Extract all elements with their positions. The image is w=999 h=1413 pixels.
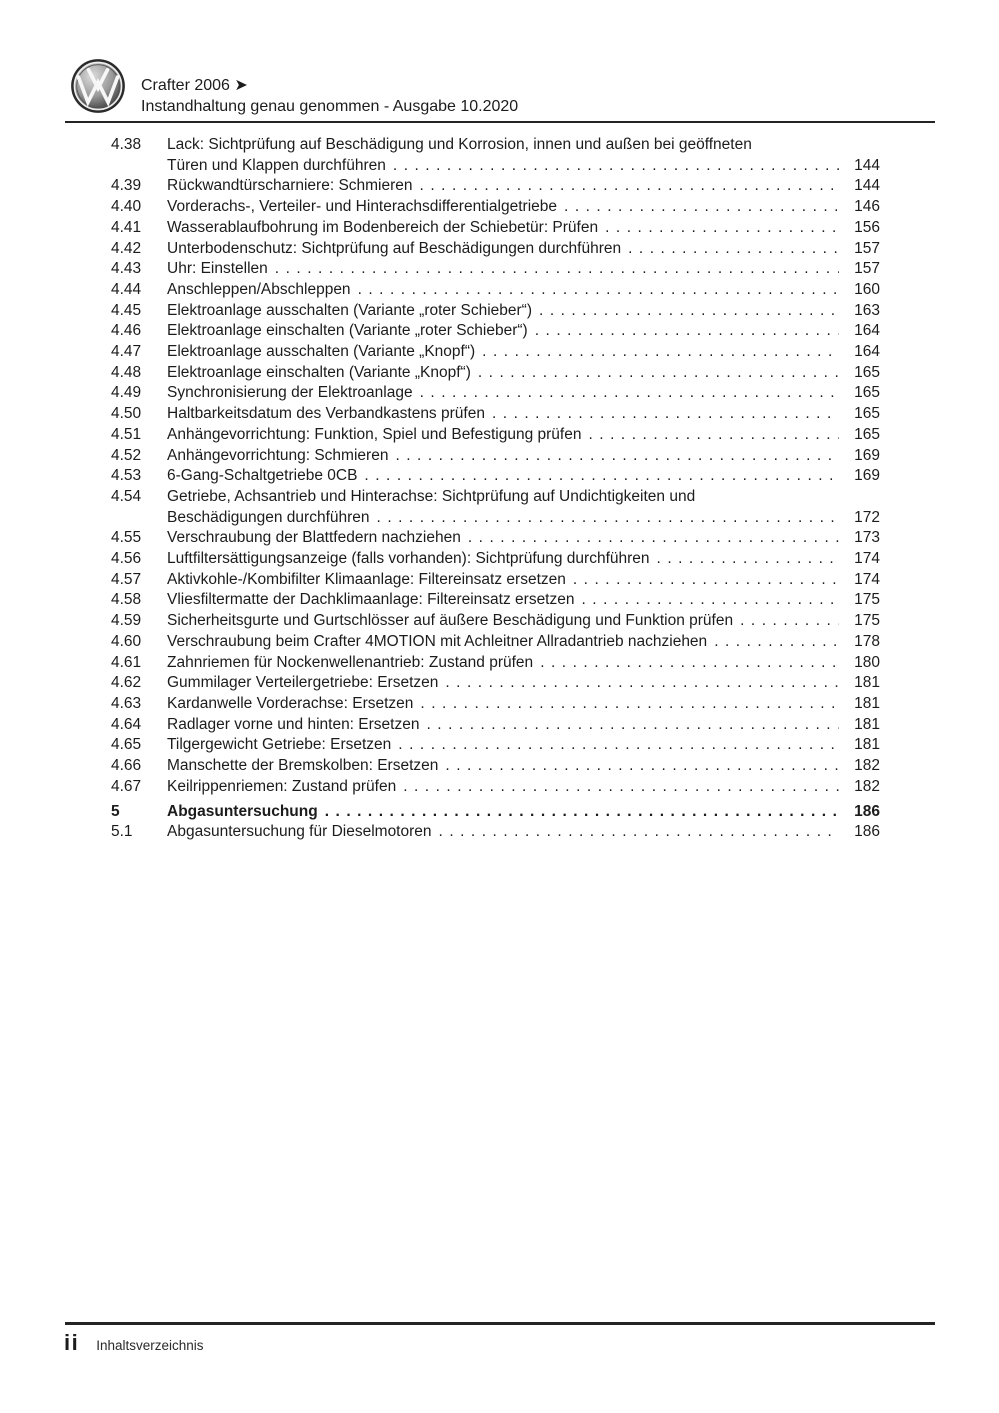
toc-entry-title: Luftfiltersättigungsanzeige (falls vorhanden): Sichtprüfung durchführen: [167, 550, 650, 568]
toc-entry-title: Radlager vorne und hinten: Ersetzen: [167, 715, 420, 733]
toc-page-number: 186: [854, 802, 880, 820]
toc-entry-title: Beschädigungen durchführen: [167, 508, 370, 526]
toc-entry-title: Aktivkohle-/Kombifilter Klimaanlage: Filtereinsatz ersetzen: [167, 570, 566, 588]
toc-entry-title: Anhängevorrichtung: Funktion, Spiel und Befestigung prüfen: [167, 425, 582, 443]
toc-page-number: 156: [854, 218, 880, 236]
toc-page-number: 164: [854, 343, 880, 361]
dot-leader: [439, 822, 839, 843]
toc-row: [111, 239, 880, 260]
toc-entry-title: Türen und Klappen durchführen: [167, 156, 386, 174]
toc-row: [111, 590, 880, 611]
toc-row: [111, 135, 880, 156]
toc-section-number: 4.39: [111, 177, 142, 195]
page-footer: [64, 1330, 204, 1356]
dot-leader: [478, 363, 839, 384]
toc-entry-title: Elektroanlage einschalten (Variante „roter Schieber“): [167, 322, 528, 340]
toc-entry-title: Lack: Sichtprüfung auf Beschädigung und Korrosion, innen und außen bei geöffneten: [167, 136, 752, 153]
toc-row: [111, 611, 880, 632]
toc-page-number: 174: [854, 570, 880, 588]
toc-row: [111, 487, 880, 508]
dot-leader: [564, 197, 839, 218]
toc-row: [111, 508, 880, 529]
dot-leader: [393, 156, 839, 177]
toc-row: [111, 259, 880, 280]
toc-section-number: 5: [111, 802, 120, 820]
toc-row: [111, 342, 880, 363]
toc-row: [111, 735, 880, 756]
toc-row: [111, 570, 880, 591]
dot-leader: [275, 259, 839, 280]
toc-section-number: 4.51: [111, 425, 142, 443]
toc-entry-title: Unterbodenschutz: Sichtprüfung auf Beschädigungen durchführen: [167, 239, 622, 257]
toc-row: [111, 446, 880, 467]
toc-section-number: 4.46: [111, 322, 142, 340]
toc-row: [111, 528, 880, 549]
toc-entry-title: Haltbarkeitsdatum des Verbandkastens prüfen: [167, 405, 485, 423]
toc-row: [111, 321, 880, 342]
toc-row: [111, 280, 880, 301]
folio-page-number: ii: [64, 1330, 80, 1355]
dot-leader: [364, 466, 839, 487]
toc-row: [111, 466, 880, 487]
dot-leader: [482, 342, 839, 363]
toc-page-number: 165: [854, 384, 880, 402]
toc-section-number: 4.48: [111, 363, 142, 381]
toc-section-number: 5.1: [111, 823, 133, 841]
toc-page-number: 157: [854, 260, 880, 278]
dot-leader: [468, 528, 839, 549]
dot-leader: [358, 280, 839, 301]
dot-leader: [398, 735, 839, 756]
dot-leader: [588, 425, 839, 446]
toc-row: [111, 383, 880, 404]
toc-row: [111, 632, 880, 653]
toc-entry-title: Rückwandtürscharniere: Schmieren: [167, 177, 413, 195]
dot-leader: [714, 632, 839, 653]
toc-row: [111, 694, 880, 715]
toc-page-number: 181: [854, 715, 880, 733]
toc-entry-title: Anschleppen/Abschleppen: [167, 280, 351, 298]
toc-page-number: 165: [854, 405, 880, 423]
toc-entry-title: Abgasuntersuchung für Dieselmotoren: [167, 823, 432, 841]
dot-leader: [539, 301, 839, 322]
table-of-contents: [111, 135, 880, 843]
dot-leader: [540, 653, 839, 674]
toc-entry-title: Gummilager Verteilergetriebe: Ersetzen: [167, 674, 439, 692]
toc-entry-title: 6-Gang-Schaltgetriebe 0CB: [167, 467, 358, 485]
toc-page-number: 181: [854, 694, 880, 712]
toc-page-number: 144: [854, 177, 880, 195]
toc-section-number: 4.56: [111, 550, 142, 568]
toc-section-number: 4.50: [111, 405, 142, 423]
toc-row: [111, 425, 880, 446]
toc-page-number: 172: [854, 508, 880, 526]
toc-entry-title: Kardanwelle Vorderachse: Ersetzen: [167, 694, 414, 712]
toc-entry-title: Elektroanlage ausschalten (Variante „Knopf“): [167, 343, 476, 361]
toc-page-number: 182: [854, 757, 880, 775]
toc-row: [111, 715, 880, 736]
toc-section-number: 4.53: [111, 467, 142, 485]
toc-section-number: 4.63: [111, 694, 142, 712]
toc-page-number: 163: [854, 301, 880, 319]
toc-page-number: 165: [854, 363, 880, 381]
dot-leader: [377, 508, 839, 529]
toc-row: [111, 673, 880, 694]
toc-page-number: 186: [854, 823, 880, 841]
toc-section-number: 4.59: [111, 612, 142, 630]
toc-page-number: 175: [854, 591, 880, 609]
toc-section-number: 4.62: [111, 674, 142, 692]
toc-section-number: 4.45: [111, 301, 142, 319]
toc-row-section: [111, 802, 880, 823]
toc-entry-title: Abgasuntersuchung: [167, 802, 318, 820]
toc-entry-title: Tilgergewicht Getriebe: Ersetzen: [167, 736, 392, 754]
footer-divider: [65, 1322, 935, 1325]
vw-logo-icon: [70, 58, 126, 114]
toc-page-number: 160: [854, 280, 880, 298]
toc-section-number: 4.44: [111, 280, 142, 298]
toc-row: [111, 756, 880, 777]
page-header: [70, 58, 518, 117]
dot-leader: [657, 549, 839, 570]
dot-leader: [420, 383, 839, 404]
toc-section-number: 4.41: [111, 218, 142, 236]
toc-row: [111, 176, 880, 197]
toc-section-number: 4.61: [111, 653, 142, 671]
toc-page-number: 181: [854, 674, 880, 692]
document-titles: [141, 76, 518, 117]
footer-section-label: Inhaltsverzeichnis: [96, 1338, 204, 1353]
toc-page-number: 164: [854, 322, 880, 340]
dot-leader: [581, 590, 839, 611]
toc-entry-title: Sicherheitsgurte und Gurtschlösser auf äußere Beschädigung und Funktion prüfen: [167, 612, 734, 630]
toc-section-number: 4.40: [111, 198, 142, 216]
toc-entry-title: Verschraubung beim Crafter 4MOTION mit Achleitner Allradantrieb nachziehen: [167, 632, 708, 650]
toc-entry-title: Anhängevorrichtung: Schmieren: [167, 446, 389, 464]
dot-leader: [740, 611, 839, 632]
toc-page-number: 174: [854, 550, 880, 568]
toc-page-number: 165: [854, 425, 880, 443]
toc-section-number: 4.54: [111, 487, 142, 505]
toc-section-number: 4.49: [111, 384, 142, 402]
toc-page-number: 173: [854, 529, 880, 547]
toc-page-number: 178: [854, 632, 880, 650]
toc-page-number: 169: [854, 446, 880, 464]
model-title: Crafter 2006 ➤: [141, 77, 248, 94]
toc-section-number: 4.66: [111, 757, 142, 775]
toc-row: [111, 218, 880, 239]
toc-entry-title: Zahnriemen für Nockenwellenantrieb: Zustand prüfen: [167, 653, 534, 671]
toc-entry-title: Vliesfiltermatte der Dachklimaanlage: Filtereinsatz ersetzen: [167, 591, 575, 609]
toc-row: [111, 777, 880, 798]
toc-entry-title: Verschraubung der Blattfedern nachziehen: [167, 529, 461, 547]
toc-page-number: 157: [854, 239, 880, 257]
toc-page-number: 180: [854, 653, 880, 671]
toc-entry-title: Manschette der Bremskolben: Ersetzen: [167, 757, 439, 775]
toc-entry-title: Vorderachs-, Verteiler- und Hinterachsdifferentialgetriebe: [167, 198, 558, 216]
toc-section-number: 4.57: [111, 570, 142, 588]
toc-section-number: 4.42: [111, 239, 142, 257]
toc-entry-title: Uhr: Einstellen: [167, 260, 268, 278]
dot-leader: [628, 239, 839, 260]
toc-section-number: 4.64: [111, 715, 142, 733]
dot-leader: [492, 404, 839, 425]
toc-row: [111, 549, 880, 570]
toc-section-number: 4.52: [111, 446, 142, 464]
toc-entry-title: Synchronisierung der Elektroanlage: [167, 384, 413, 402]
toc-row: [111, 197, 880, 218]
toc-section-number: 4.67: [111, 777, 142, 795]
dot-leader: [325, 802, 839, 823]
toc-row: [111, 301, 880, 322]
toc-section-number: 4.38: [111, 136, 142, 153]
toc-page-number: 144: [854, 156, 880, 174]
toc-section-number: 4.43: [111, 260, 142, 278]
dot-leader: [573, 570, 839, 591]
toc-row: [111, 822, 880, 843]
toc-section-number: 4.65: [111, 736, 142, 754]
toc-section-number: 4.58: [111, 591, 142, 609]
toc-page-number: 181: [854, 736, 880, 754]
toc-row: [111, 404, 880, 425]
dot-leader: [395, 446, 839, 467]
toc-entry-title: Getriebe, Achsantrieb und Hinterachse: Sichtprüfung auf Undichtigkeiten und: [167, 487, 696, 505]
manual-subtitle: Instandhaltung genau genommen - Ausgabe 10.2020: [141, 97, 519, 115]
dot-leader: [445, 673, 839, 694]
toc-page-number: 169: [854, 467, 880, 485]
toc-page-number: 182: [854, 777, 880, 795]
toc-page-number: 175: [854, 612, 880, 630]
toc-row: [111, 156, 880, 177]
dot-leader: [420, 176, 839, 197]
toc-row: [111, 653, 880, 674]
dot-leader: [426, 715, 839, 736]
toc-section-number: 4.47: [111, 343, 142, 361]
dot-leader: [403, 777, 839, 798]
toc-entry-title: Wasserablaufbohrung im Bodenbereich der Schiebetür: Prüfen: [167, 218, 599, 236]
toc-entry-title: Elektroanlage einschalten (Variante „Knopf“): [167, 363, 471, 381]
toc-row: [111, 363, 880, 384]
toc-section-number: 4.60: [111, 632, 142, 650]
dot-leader: [445, 756, 839, 777]
dot-leader: [605, 218, 839, 239]
toc-section-number: 4.55: [111, 529, 142, 547]
toc-page-number: 146: [854, 198, 880, 216]
dot-leader: [535, 321, 839, 342]
toc-entry-title: Keilrippenriemen: Zustand prüfen: [167, 777, 397, 795]
toc-entry-title: Elektroanlage ausschalten (Variante „roter Schieber“): [167, 301, 533, 319]
dot-leader: [420, 694, 839, 715]
header-divider: [65, 121, 935, 123]
